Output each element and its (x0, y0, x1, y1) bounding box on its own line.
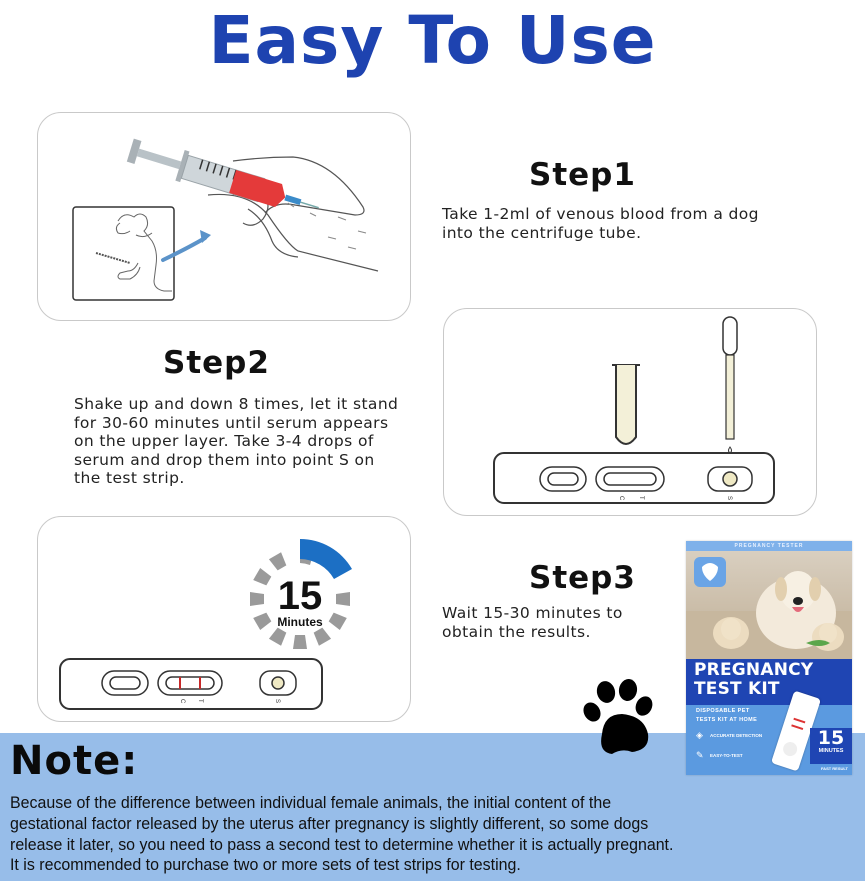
step1-line: Take 1-2ml of venous blood from a dog (442, 205, 759, 223)
product-box-image (686, 541, 852, 775)
strip-label-c: C (618, 496, 624, 501)
paw-print-icon (580, 678, 662, 758)
step1-heading: Step1 (529, 157, 636, 193)
dogs-photo (686, 551, 852, 659)
note-line: release it later, so you need to pass a second test to determine whether it is actually pregnant. (10, 835, 674, 854)
timer-progress-arc (300, 539, 352, 579)
badge-caption: FAST RESULT (820, 766, 848, 771)
step2-line: the test strip. (74, 469, 185, 487)
step3-line: Wait 15-30 minutes to (442, 604, 623, 622)
step1-illustration-panel (37, 112, 411, 321)
note-text (10, 793, 843, 876)
step1-description (442, 205, 759, 242)
syringe-blood-draw-illustration (38, 113, 410, 320)
box-subtitle-1: DISPOSABLE PET (696, 708, 750, 714)
note-line: gestational factor released by the uterus after pregnancy is slightly different, so some dogs (10, 814, 649, 833)
badge-unit: MINUTES (818, 748, 844, 754)
note-line: Because of the difference between individual female animals, the initial content of the (10, 794, 612, 812)
pen-icon: ✎ (696, 750, 704, 760)
page-title: Easy To Use (208, 2, 657, 79)
step3-line: obtain the results. (442, 622, 591, 641)
strip-label-s: S (726, 496, 732, 501)
box-feature-1: ACCURATE DETECTION (710, 733, 763, 738)
step2-illustration-panel (443, 308, 817, 516)
box-subtitle-2: TESTS KIT AT HOME (696, 717, 758, 723)
timer-unit: Minutes (277, 615, 323, 629)
strip-label-t: T (197, 699, 203, 703)
step2-line: on the upper layer. Take 3-4 drops of (74, 432, 374, 450)
step2-description (74, 395, 398, 488)
step2-line: for 30-60 minutes until serum appears (74, 413, 389, 432)
box-title-line2: TEST KIT (694, 679, 780, 699)
step3-description (442, 604, 623, 641)
step1-line: into the centrifuge tube. (442, 223, 642, 242)
timer-value: 15 (277, 574, 323, 618)
step3-illustration-panel (37, 516, 411, 722)
target-icon: ◈ (696, 730, 703, 740)
strip-label-c: C (179, 699, 185, 704)
box-feature-2: EASY-TO-TEST (710, 753, 743, 758)
note-heading: Note: (10, 738, 139, 784)
step2-heading: Step2 (163, 345, 270, 381)
box-title-line1: PREGNANCY (694, 660, 814, 680)
strip-label-s: S (274, 699, 280, 704)
badge-number: 15 (817, 727, 845, 749)
box-top-strip: PREGNANCY TESTER (686, 541, 852, 551)
step3-heading: Step3 (529, 560, 636, 596)
fifteen-minutes-badge (810, 728, 852, 764)
strip-label-t: T (638, 496, 644, 500)
step2-line: Shake up and down 8 times, let it stand (74, 395, 399, 413)
step2-line: serum and drop them into point S on (74, 450, 375, 469)
tube-dropper-strip-illustration (444, 309, 816, 515)
timer-result-strip-illustration (38, 517, 410, 721)
note-line: It is recommended to purchase two or more sets of test strips for testing. (10, 856, 521, 875)
